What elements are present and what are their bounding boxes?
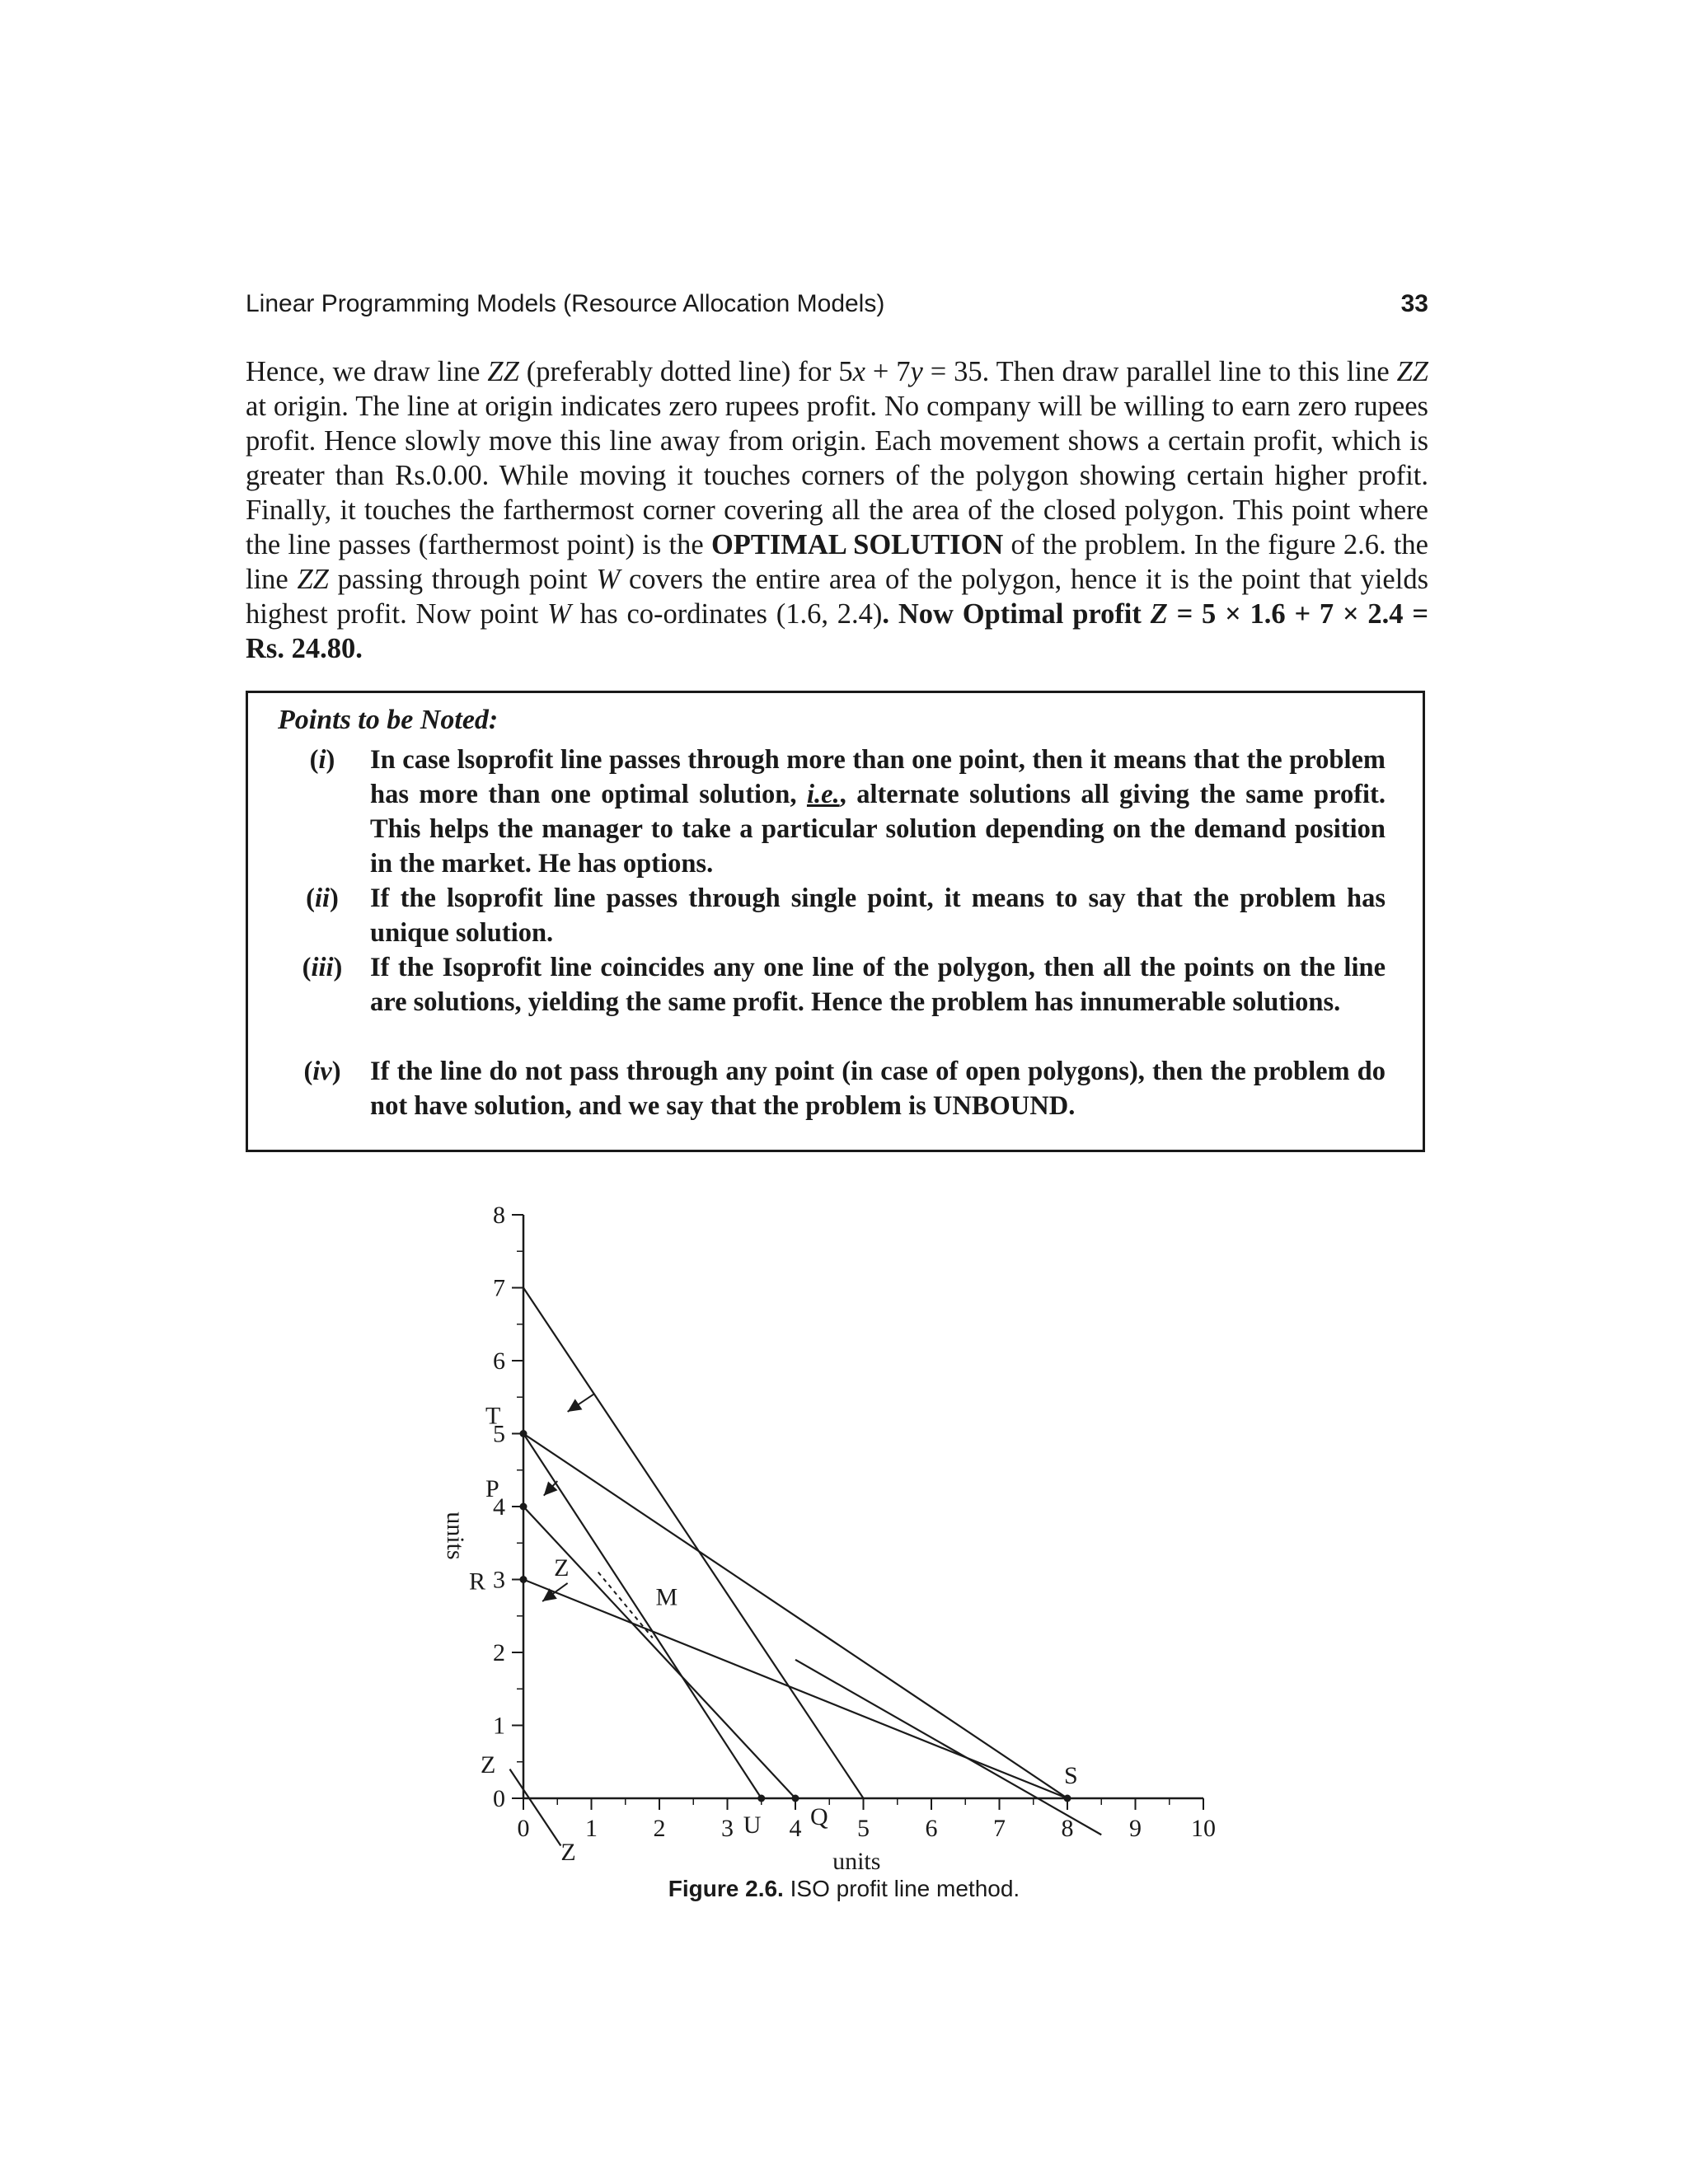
iso-profit-chart xyxy=(396,1187,1253,1875)
constraint-line xyxy=(523,1507,795,1798)
running-header xyxy=(246,290,1428,326)
y-tick-label: 2 xyxy=(493,1639,505,1666)
arrow-head xyxy=(542,1588,557,1601)
chart-labels xyxy=(442,1202,1216,1875)
zz-label: Z xyxy=(481,1751,496,1779)
y-tick-label: 4 xyxy=(493,1493,505,1521)
point-s xyxy=(1064,1795,1071,1802)
point-label-t: T xyxy=(485,1402,501,1430)
zz-label: Z xyxy=(560,1839,576,1867)
point-label-r: R xyxy=(469,1568,486,1596)
y-tick-label: 8 xyxy=(493,1202,505,1229)
header-title: Linear Programming Models (Resource Allocation Models) xyxy=(246,290,885,317)
page-number: 33 xyxy=(1400,290,1428,317)
x-tick-label: 3 xyxy=(721,1815,734,1842)
chart-lines xyxy=(510,1288,1102,1846)
y-tick-label: 0 xyxy=(493,1785,505,1812)
point-q xyxy=(792,1795,799,1802)
y-tick-label: 7 xyxy=(493,1274,505,1302)
caption-label: Figure 2.6. xyxy=(668,1876,784,1901)
constraint-line xyxy=(523,1288,864,1799)
zz-label: Z xyxy=(554,1554,570,1582)
point-label-q: Q xyxy=(810,1803,828,1830)
x-tick-label: 8 xyxy=(1061,1815,1074,1842)
point-t xyxy=(520,1430,528,1437)
x-axis-label: units xyxy=(832,1848,881,1875)
figure-caption xyxy=(0,1876,1688,1902)
constraint-line xyxy=(795,1660,1101,1835)
arrow-head xyxy=(568,1399,583,1412)
x-tick-label: 6 xyxy=(925,1815,938,1842)
point-label-s: S xyxy=(1064,1762,1078,1789)
points-to-be-noted-box: Points to be Noted: (i) In case lsoprofit line passes through more than one point, then it means that the problem has more than one optimal solution, i.e., alternate solutions all giving the same profit. This helps the manager to take a particular solution depending on the demand position in the market. He has options. (ii) If the lsoprofit line passes through single point, it means to say that the problem has unique solution. (iii) If the Isoprofit line coincides any one line of the polygon, then all the points on the line are solutions, yielding the same profit. Hence the problem has innumerable solutions. (iv) If the line do not pass through any point (in case of open polygons), then the problem do not have solution, and we say that the problem is UNBOUND. xyxy=(246,691,1425,1152)
point-p xyxy=(520,1503,528,1511)
x-tick-label: 10 xyxy=(1191,1815,1216,1842)
x-tick-label: 5 xyxy=(857,1815,870,1842)
point-label-m: M xyxy=(655,1583,678,1611)
point-u xyxy=(757,1795,765,1802)
constraint-line xyxy=(523,1580,1067,1799)
chart-axes xyxy=(512,1215,1203,1810)
x-tick-label: 4 xyxy=(789,1815,802,1842)
point-r xyxy=(520,1576,528,1583)
x-tick-label: 2 xyxy=(653,1815,666,1842)
point-label-p: P xyxy=(485,1475,499,1502)
point-label-u: U xyxy=(743,1811,762,1839)
box-title: Points to be Noted: xyxy=(278,705,499,735)
caption-text: ISO profit line method. xyxy=(783,1876,1020,1901)
x-tick-label: 9 xyxy=(1129,1815,1142,1842)
y-tick-label: 3 xyxy=(493,1566,505,1594)
y-axis-label: units xyxy=(442,1511,469,1560)
x-tick-label: 1 xyxy=(585,1815,598,1842)
optimal-solution-term: OPTIMAL SOLUTION xyxy=(710,529,1004,560)
y-tick-label: 6 xyxy=(493,1347,505,1375)
x-tick-label: 7 xyxy=(993,1815,1006,1842)
constraint-line xyxy=(523,1434,762,1799)
y-tick-label: 1 xyxy=(493,1712,505,1740)
x-tick-label: 0 xyxy=(517,1815,530,1842)
body-paragraph: Hence, we draw line ZZ (preferably dotted line) for 5x + 7y = 35. Then draw parallel line to this line ZZ at origin. The line at origin indicates zero rupees profit. No company will be willing to earn zero rupees profit. Hence slowly move this line away from origin. Each movement shows a certain profit, which is greater than Rs.0.00. While moving it touches corners of the polygon showing certain higher profit. Finally, it touches the farthermost corner covering all the area of the closed polygon. This point where the line passes (farthermost point) is the OPTIMAL SOLUTION of the problem. In the figure 2.6. the line ZZ passing through point W covers the entire area of the polygon, hence it is the point that yields highest profit. Now point W has co-ordinates (1.6, 2.4). Now Optimal profit Z = 5 × 1.6 + 7 × 2.4 = Rs. 24.80. xyxy=(246,356,1429,664)
constraint-line xyxy=(523,1434,1067,1799)
chart-marks xyxy=(520,1394,1071,1802)
y-tick-label: 5 xyxy=(493,1420,505,1448)
